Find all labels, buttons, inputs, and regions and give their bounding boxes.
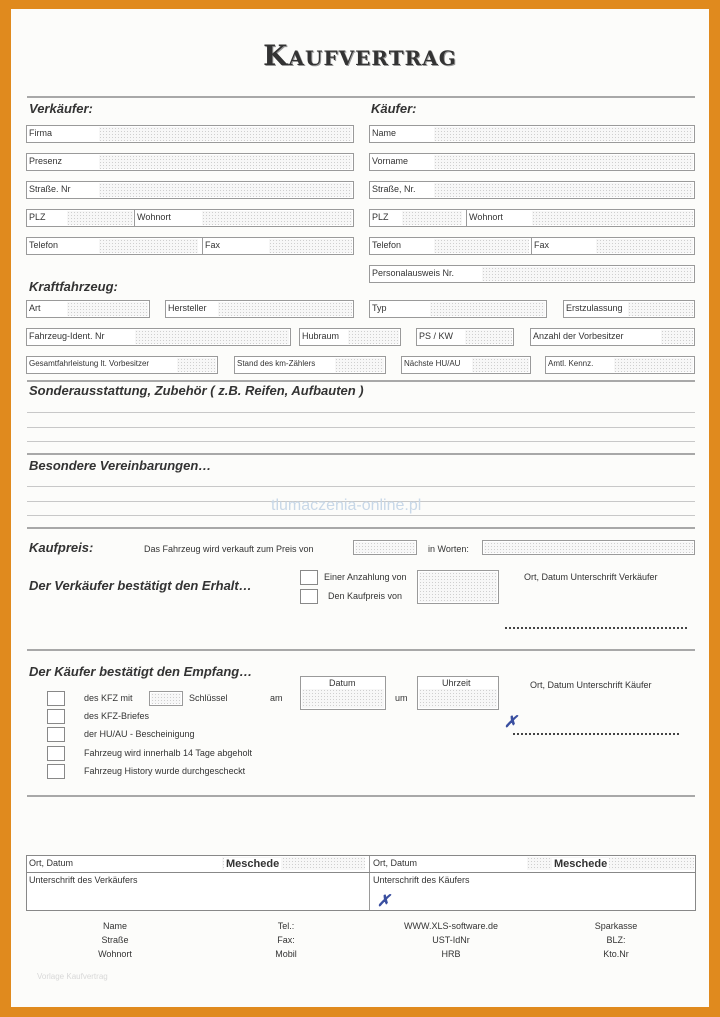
datum-field[interactable]: Datum [300, 676, 386, 710]
vehicle-kennz-field[interactable]: Amtl. Kennz. [545, 356, 695, 374]
seller-heading: Verkäufer: [29, 101, 93, 116]
right-date-label: Ort, Datum [373, 858, 418, 868]
divider [27, 795, 695, 797]
price-heading: Kaufpreis: [29, 540, 94, 555]
um-label: um [395, 693, 408, 703]
footer-col-2: Tel.: Fax: Mobil [275, 921, 297, 959]
seller-telefon-fax-field[interactable]: Telefon Fax [26, 237, 354, 255]
payment-amount-field[interactable] [417, 570, 499, 604]
buyer-confirm-heading: Der Käufer bestätigt den Empfang… [29, 664, 253, 679]
vehicle-hersteller-field[interactable]: Hersteller [165, 300, 354, 318]
footer-col-4: Sparkasse BLZ: Kto.Nr [594, 921, 638, 959]
buyer-heading: Käufer: [371, 101, 417, 116]
keys-label: Schlüssel [189, 693, 228, 703]
footer-col-3: WWW.XLS-software.de UST-IdNr HRB [403, 921, 499, 959]
seller-plz-wohnort-field[interactable]: PLZ Wohnort [26, 209, 354, 227]
seller-presenz-field[interactable]: Presenz [26, 153, 354, 171]
pickup-checkbox[interactable] [47, 746, 65, 761]
vehicle-art-field[interactable]: Art [26, 300, 150, 318]
vehicle-heading: Kraftfahrzeug: [29, 279, 118, 294]
agreements-heading: Besondere Vereinbarungen… [29, 458, 212, 473]
buyer-street-field[interactable]: Straße, Nr. [369, 181, 695, 199]
writing-line[interactable] [27, 412, 695, 413]
price-amount-field[interactable] [353, 540, 417, 555]
right-city: Meschede [554, 858, 608, 870]
kfz-label: des KFZ mit [84, 693, 133, 703]
key-count-field[interactable] [149, 691, 183, 706]
divider [27, 380, 695, 382]
seller-street-field[interactable]: Straße. Nr [26, 181, 354, 199]
writing-line[interactable] [27, 427, 695, 428]
left-date-label: Ort, Datum [29, 858, 74, 868]
kfz-brief-label: des KFZ-Briefes [84, 711, 150, 721]
watermark: tlumaczenia-online.pl [271, 497, 422, 514]
buyer-name-field[interactable]: Name [369, 125, 695, 143]
in-words-label: in Worten: [428, 544, 469, 554]
anzahlung-checkbox[interactable] [300, 570, 318, 585]
buyer-telefon-fax-field[interactable]: Telefon Fax [369, 237, 695, 255]
price-words-field[interactable] [482, 540, 695, 555]
writing-line[interactable] [27, 441, 695, 442]
divider [27, 453, 695, 455]
vehicle-km-field[interactable]: Stand des km-Zählers [234, 356, 386, 374]
seller-signature-line[interactable] [505, 627, 687, 629]
divider [27, 649, 695, 651]
buyer-signature-label: Ort, Datum Unterschrift Käufer [530, 680, 652, 690]
pickup-label: Fahrzeug wird innerhalb 14 Tage abgeholt [84, 748, 252, 758]
vehicle-ident-field[interactable]: Fahrzeug-Ident. Nr [26, 328, 291, 346]
anzahlung-label: Einer Anzahlung von [324, 572, 407, 582]
vehicle-ps-field[interactable]: PS / KW [416, 328, 514, 346]
writing-line[interactable] [27, 486, 695, 487]
extras-heading: Sonderausstattung, Zubehör ( z.B. Reifen, Aufbauten ) [29, 383, 364, 398]
vehicle-vorbesitzer-field[interactable]: Anzahl der Vorbesitzer [530, 328, 695, 346]
vehicle-hubraum-field[interactable]: Hubraum [299, 328, 401, 346]
footer-col-1: Name Straße Wohnort [98, 921, 132, 959]
signature-table [26, 855, 696, 911]
buyer-signature-line[interactable] [513, 733, 679, 735]
history-checkbox[interactable] [47, 764, 65, 779]
kfz-checkbox[interactable] [47, 691, 65, 706]
template-note: Vorlage Kaufvertrag [37, 972, 108, 981]
vehicle-hu-field[interactable]: Nächste HU/AU [401, 356, 531, 374]
hu-au-label: der HU/AU - Bescheinigung [84, 729, 195, 739]
vehicle-laufleistung-field[interactable]: Gesamtfahrleistung lt. Vorbesitzer [26, 356, 218, 374]
kaufpreis-label: Den Kaufpreis von [328, 591, 403, 601]
x-mark-icon: ✗ [377, 893, 391, 910]
seller-firma-field[interactable]: Firma [26, 125, 354, 143]
contract-sheet [11, 9, 709, 1007]
hu-au-checkbox[interactable] [47, 727, 65, 742]
left-city: Meschede [226, 858, 280, 870]
price-text: Das Fahrzeug wird verkauft zum Preis von [144, 544, 314, 554]
am-label: am [270, 693, 283, 703]
kfz-brief-checkbox[interactable] [47, 709, 65, 724]
writing-line[interactable] [27, 515, 695, 516]
left-sign-label: Unterschrift des Verkäufers [29, 875, 138, 885]
buyer-vorname-field[interactable]: Vorname [369, 153, 695, 171]
kaufpreis-checkbox[interactable] [300, 589, 318, 604]
divider [27, 527, 695, 529]
seller-signature-label: Ort, Datum Unterschrift Verkäufer [524, 572, 658, 582]
vehicle-erstzulassung-field[interactable]: Erstzulassung [563, 300, 695, 318]
page-title: Kaufvertrag [263, 39, 457, 72]
buyer-ausweis-field[interactable]: Personalausweis Nr. [369, 265, 695, 283]
uhrzeit-field[interactable]: Uhrzeit [417, 676, 499, 710]
x-mark-icon: ✗ [504, 714, 518, 731]
divider [27, 96, 695, 98]
vehicle-typ-field[interactable]: Typ [369, 300, 547, 318]
buyer-plz-wohnort-field[interactable]: PLZ Wohnort [369, 209, 695, 227]
right-sign-label: Unterschrift des Käufers [373, 875, 470, 885]
seller-confirm-heading: Der Verkäufer bestätigt den Erhalt… [29, 578, 252, 593]
history-label: Fahrzeug History wurde durchgescheckt [84, 766, 246, 776]
